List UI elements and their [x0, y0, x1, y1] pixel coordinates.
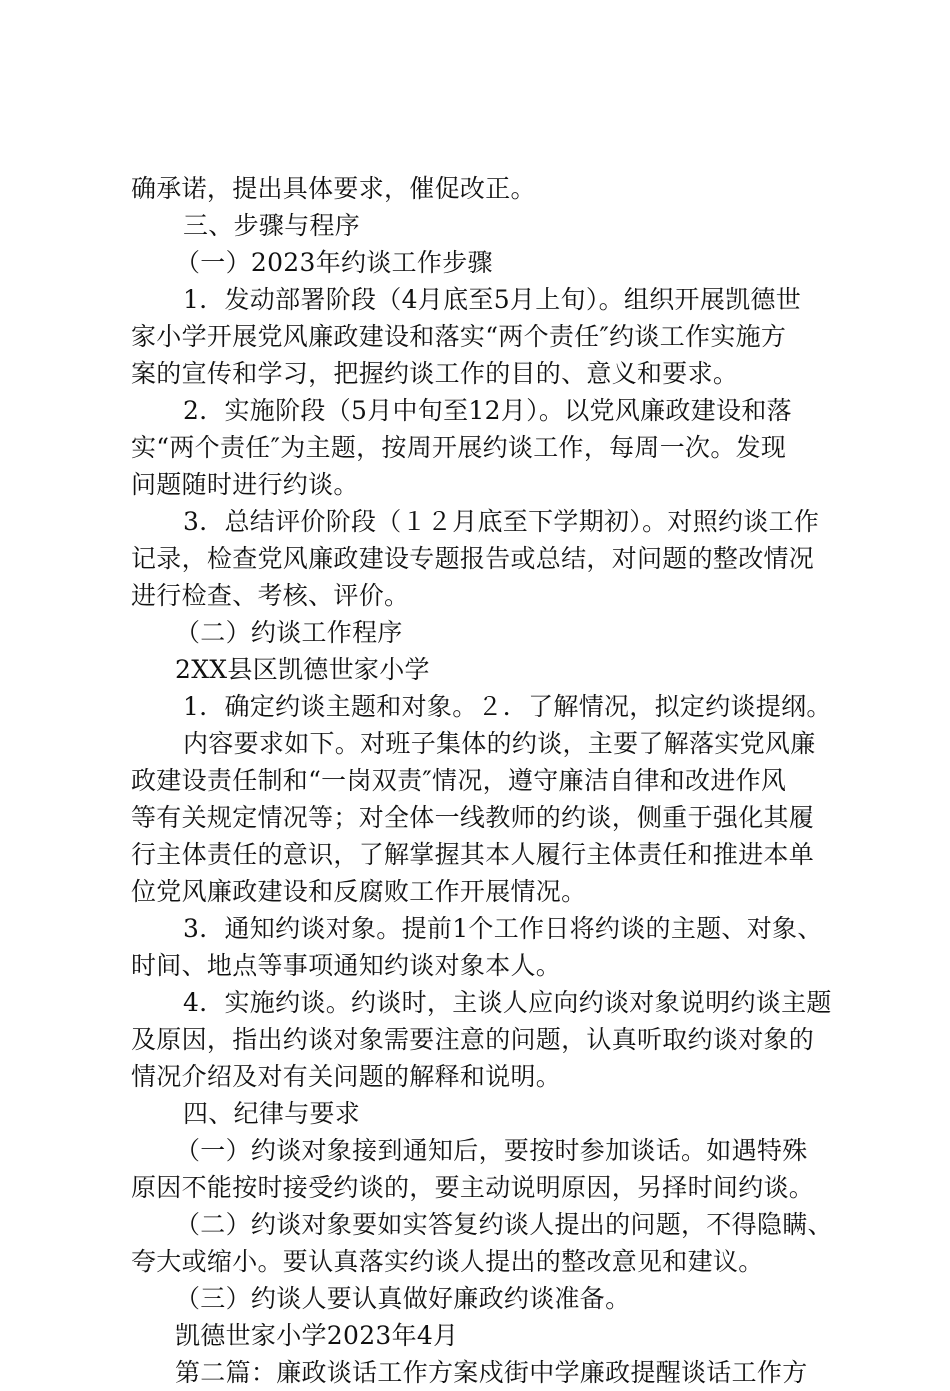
text-line: 政建设责任制和“一岗双责″情况，遵守廉洁自律和改进作风: [131, 766, 787, 795]
text-line: 家小学开展党风廉政建设和落实“两个责任″约谈工作实施方: [131, 322, 787, 351]
text-line: 案的宣传和学习，把握约谈工作的目的、意义和要求。: [131, 359, 739, 388]
text-line: 3．总结评价阶段（１２月底至下学期初）。对照约谈工作: [183, 507, 820, 536]
section-heading: 四、纪律与要求: [183, 1099, 361, 1128]
text-line: 1．确定约谈主题和对象。２．了解情况，拟定约谈提纲。: [183, 692, 832, 721]
text-line: 原因不能按时接受约谈的，要主动说明原因，另择时间约谈。: [131, 1173, 815, 1202]
section-heading: 三、步骤与程序: [183, 211, 361, 240]
signature-line: 凯德世家小学2023年4月: [175, 1321, 459, 1350]
text-line: 位党风廉政建设和反腐败工作开展情况。: [131, 877, 587, 906]
text-line: 2XX县区凯德世家小学: [175, 655, 430, 684]
text-line: 问题随时进行约谈。: [131, 470, 359, 499]
text-line: 及原因，指出约谈对象需要注意的问题，认真听取约谈对象的: [131, 1025, 815, 1054]
text-line: 2．实施阶段（5月中旬至12月）。以党风廉政建设和落: [183, 396, 792, 425]
text-line: 实“两个责任″为主题，按周开展约谈工作，每周一次。发现: [131, 433, 787, 462]
text-line: 等有关规定情况等；对全体一线教师的约谈，侧重于强化其履: [131, 803, 815, 832]
subsection-heading: （一）2023年约谈工作步骤: [175, 248, 493, 277]
document-body: [131, 170, 836, 1391]
text-line: （一）约谈对象接到通知后，要按时参加谈话。如遇特殊: [175, 1136, 808, 1165]
text-line: 内容要求如下。对班子集体的约谈，主要了解落实党风廉: [183, 729, 816, 758]
text-line: 夸大或缩小。要认真落实约谈人提出的整改意见和建议。: [131, 1247, 764, 1276]
subsection-heading: （二）约谈工作程序: [175, 618, 403, 647]
text-line: （三）约谈人要认真做好廉政约谈准备。: [175, 1284, 631, 1313]
text-line: （二）约谈对象要如实答复约谈人提出的问题，不得隐瞒、: [175, 1210, 833, 1239]
text-line: 情况介绍及对有关问题的解释和说明。: [131, 1062, 562, 1091]
text-line: 时间、地点等事项通知约谈对象本人。: [131, 951, 562, 980]
text-line: 记录，检查党风廉政建设专题报告或总结，对问题的整改情况: [131, 544, 815, 573]
text-line: 进行检查、考核、评价。: [131, 581, 410, 610]
text-line: 确承诺，提出具体要求，催促改正。: [131, 174, 536, 203]
text-line: 4．实施约谈。约谈时，主谈人应向约谈对象说明约谈主题: [183, 988, 832, 1017]
text-line: 1．发动部署阶段（4月底至5月上旬）。组织开展凯德世: [183, 285, 802, 314]
text-line: 第二篇：廉政谈话工作方案戍街中学廉政提醒谈话工作方: [175, 1358, 808, 1387]
text-line: 3．通知约谈对象。提前1个工作日将约谈的主题、对象、: [183, 914, 823, 943]
text-line: 行主体责任的意识，了解掌握其本人履行主体责任和推进本单: [131, 840, 815, 869]
